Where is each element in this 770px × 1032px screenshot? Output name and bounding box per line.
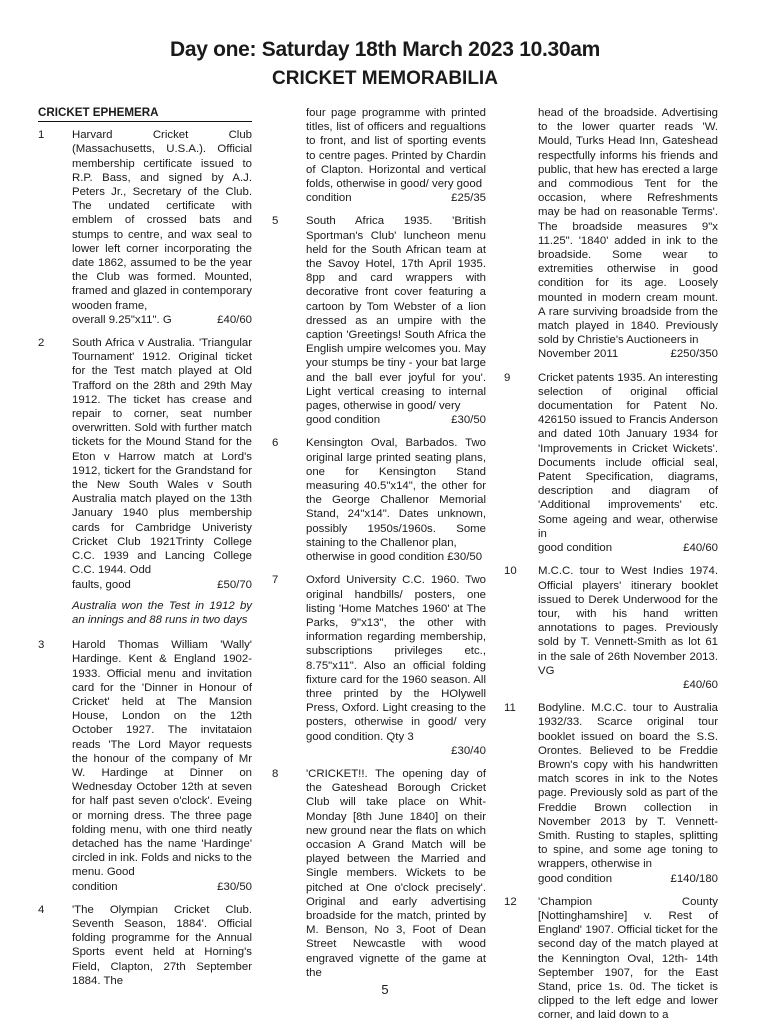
- lot-estimate: £50/70: [217, 578, 252, 591]
- lot-description: Bodyline. M.C.C. tour to Australia 1932/33. Scarce original tour booklet issued on board the S.S. Orontes. Believed to be Freddie Brown's copy with his handwritten match scores in ink to the Notes page. Previously sold as part of the Freddie Brown collection in November 2013 by T. Vennett-Smith. Rusting to staples, splitting to spine, and some age toning to wrappers, otherwise in good condition £140/180: [538, 702, 718, 885]
- lot-price-line: [306, 744, 486, 758]
- page-subtitle: CRICKET MEMORABILIA: [272, 68, 498, 89]
- lot-description: 'CRICKET!!. The opening day of the Gateshead Borough Cricket Club will take place on Whit-Monday [8th June 1840] on their new ground near the flats on which occasion A Grand Match will be played between the Married and Single members. Wickets to be pitched at One o'clock precisely'. Original and early advertising broadside for the match, printed by M. Benson, No 3, Foot of Dean Street Newcastle with wood engraved vignette of the game at the: [306, 767, 486, 979]
- lot-number: 11: [504, 702, 516, 715]
- lot-description: 'The Olympian Cricket Club. Seventh Season, 1884'. Official folding programme for the Annual Sports event held at Horning's Field, Clapton, 27th September 1884. The: [72, 903, 252, 987]
- lot-entry: [272, 436, 486, 564]
- lot-estimate: £40/60: [217, 313, 252, 326]
- lot-description: South Africa v Australia. 'Triangular Tournament' 1912. Original ticket for the Test match played at Old Trafford on the 28th and 29th May 1912. The ticket has crease and repair to corner, seat number overwritten. Sold with further match tickets for the Mound Stand for the Eton v Harrow match at Lord's 1912, tickert for the Grandstand for the New South Wales v South Australia match played on the 13th January 1940 plus membership cards for Cambridge Univeristy Cricket Club 1921Trinty College C.C. 1939 and Lancing College C.C. 1944. Odd faults, good £50/70: [72, 337, 252, 591]
- lot-entry: [504, 106, 718, 362]
- lot-entry: [504, 701, 718, 886]
- lot-price-line: good condition £140/180: [538, 872, 718, 885]
- lot-entry: [38, 128, 252, 327]
- lot-number: [504, 106, 538, 362]
- lot-entry: [272, 767, 486, 980]
- column-3: [504, 106, 718, 1032]
- lot-description: Kensington Oval, Barbados. Two original large printed seating plans, one for Kensington Stand measuring 40.5"x14", the other for the George Challenor Memorial Stand, 24"x14". Dates unknown, possibly 1950s/1960s. Some staining to the Challenor plan, otherwise in good condition £30/50: [306, 437, 486, 564]
- lot-estimate: £30/40: [451, 744, 486, 757]
- lot-estimate: £40/60: [683, 678, 718, 691]
- lot-price-line: good condition £40/60: [538, 542, 718, 555]
- lot-number: 3: [38, 639, 45, 652]
- lot-price-line: overall 9.25"x11". G £40/60: [72, 313, 252, 326]
- lot-number: 2: [38, 337, 45, 350]
- lot-entry: [38, 903, 252, 988]
- lot-number: 5: [272, 215, 279, 228]
- lot-price-line: November 2011 £250/350: [538, 348, 718, 361]
- column-1: [38, 106, 252, 997]
- lot-estimate: £30/50: [451, 414, 486, 427]
- lot-description: M.C.C. tour to West Indies 1974. Official players' itinerary booklet issued to Derek Underwood for the tour, with his hand written annotations to pages. Previously sold by T. Vennett-Smith as lot 61 in the sale of 26th November 2013. VG £40/60: [538, 565, 718, 691]
- lot-entry: [504, 564, 718, 692]
- lot-description: Cricket patents 1935. An interesting selection of original official documentation for Patent No. 426150 issued to Francis Anderson and dated 10th January 1934 for 'Improvements in Cricket Wickets'. Documents include official seal, Patent Specification, diagrams, description and diagram of 'Additional improvements' etc. Some ageing and wear, otherwise in good condition £40/60: [538, 371, 718, 555]
- lot-description: Harold Thomas William 'Wally' Hardinge. Kent & England 1902-1933. Official menu and invitation card for the 'Dinner in Honour of Cricket' held at The Mansion House, London on the 12th October 1927. The invitataion reads 'The Lord Mayor requests the honour of the company of Mr W. Hardinge at Dinner on Wednesday October 12th at seven for half past seven o'clock'. Eveing or morning dress. The three page folding menu, with one third neatly detached has the name 'Hardinge' circled in ink. Folds and nicks to the menu. Good condition £30/50: [72, 639, 252, 893]
- lot-number: 10: [504, 565, 517, 578]
- lot-number: [272, 106, 306, 205]
- lot-description: head of the broadside. Advertising to the lower quarter reads 'W. Mould, Turks Head Inn, Gateshead respectfully informs his friends and public, that hew has erected a large and commodious Tent for the occasion, where Refreshments may be had on reasonable Terms'. The broadside measures 9"x 11.25". '1840' added in ink to the broadside. Some wear to extremities otherwise in good condition for its age. Loosely mounted in modern cream mount. A rare surviving broadside from the match played in 1840. Previously sold by Christie's Auctioneers in November 2011 £250/350: [538, 107, 718, 361]
- lot-number: 6: [272, 437, 279, 450]
- lot-estimate: £30/50: [217, 880, 252, 893]
- lot-estimate: £250/350: [670, 348, 718, 361]
- lot-description: four page programme with printed titles, list of officers and regualtions to front, and list of sporting events to centre pages. Printed by Chardin of Clapton. Horizontal and vertical folds, otherwise in good/ very good condition £25/35: [306, 107, 486, 205]
- lot-entry: [38, 638, 252, 894]
- lot-price-line: otherwise in good condition £30/50: [306, 551, 483, 564]
- lot-entry: [272, 106, 486, 205]
- lot-number: 7: [272, 574, 279, 587]
- lot-number: 8: [272, 767, 279, 780]
- lot-entry: [38, 336, 252, 592]
- lot-description: Harvard Cricket Club (Massachusetts, U.S.A.). Official membership certificate issued to R.P. Bass, and signed by A.J. Peters Jr., Secretary of the Club. The undated certificate with emblem of crossed bats and stumps to centre, and wax seal to lower left corner incorporating the date 1862, assumed to be the year the Club was formed. Mounted, framed and glazed in contemporary wooden frame, overall 9.25"x11". G £40/60: [72, 129, 252, 326]
- lot-price-line: condition £30/50: [72, 880, 252, 893]
- lot-price-line: [538, 678, 718, 692]
- page-number: 5: [381, 982, 389, 997]
- lot-description: 'Champion County [Nottinghamshire] v. Rest of England' 1907. Official ticket for the second day of the match played at the Kennington Oval, 12th- 14th September 1907, for the East Stand, price 1s. 0d. The ticket is clipped to the left edge and lower corner, and laid down to a: [538, 895, 718, 1022]
- section-heading: CRICKET EPHEMERA: [38, 106, 252, 122]
- lot-number: 4: [38, 903, 45, 916]
- lot-price-line: faults, good £50/70: [72, 578, 252, 591]
- lot-price-line: good condition £30/50: [306, 414, 486, 427]
- lot-description: South Africa 1935. 'British Sportman's Club' luncheon menu held for the South African team at the Savoy Hotel, 17th April 1935. 8pp and card wrappers with decorative front cover featuring a cartoon by Tom Webster of a lion dressed as an umpire with the caption 'Greetings! South Africa the English umpire welcomes you. May your stumps be tiny - your bat large and the ball ever joyful for you'. Light vertical creasing to internal pages, otherwise in good/ very good condition £30/50: [306, 215, 486, 427]
- lot-estimate: £25/35: [451, 192, 486, 205]
- lot-entry: [272, 214, 486, 427]
- lot-number: 12: [504, 895, 517, 908]
- lot-note: Australia won the Test in 1912 by an innings and 88 runs in two days: [72, 599, 252, 626]
- lot-entry: [504, 895, 718, 1023]
- lot-price-line: condition £25/35: [306, 192, 486, 205]
- column-2: [272, 106, 486, 989]
- lot-entry: [504, 371, 718, 556]
- lot-description: Oxford University C.C. 1960. Two original handbills/ posters, one listing 'Home Matches 1960' at The Parks, 9"x13", the other with information regarding membership, subscriptions privileges etc., 8.75"x11". Also an official folding fixture card for the 1960 season. All three printed by the HOlywell Press, Oxford. Light creasing to the posters, otherwise in good/ very good condition. Qty 3 £30/40: [306, 574, 486, 757]
- lot-entry: [272, 573, 486, 758]
- page-title: Day one: Saturday 18th March 2023 10.30am: [169, 38, 601, 61]
- lot-estimate: £40/60: [683, 542, 718, 555]
- lot-estimate: £140/180: [670, 872, 718, 885]
- lot-number: 9: [504, 371, 511, 384]
- lot-number: 1: [38, 129, 45, 142]
